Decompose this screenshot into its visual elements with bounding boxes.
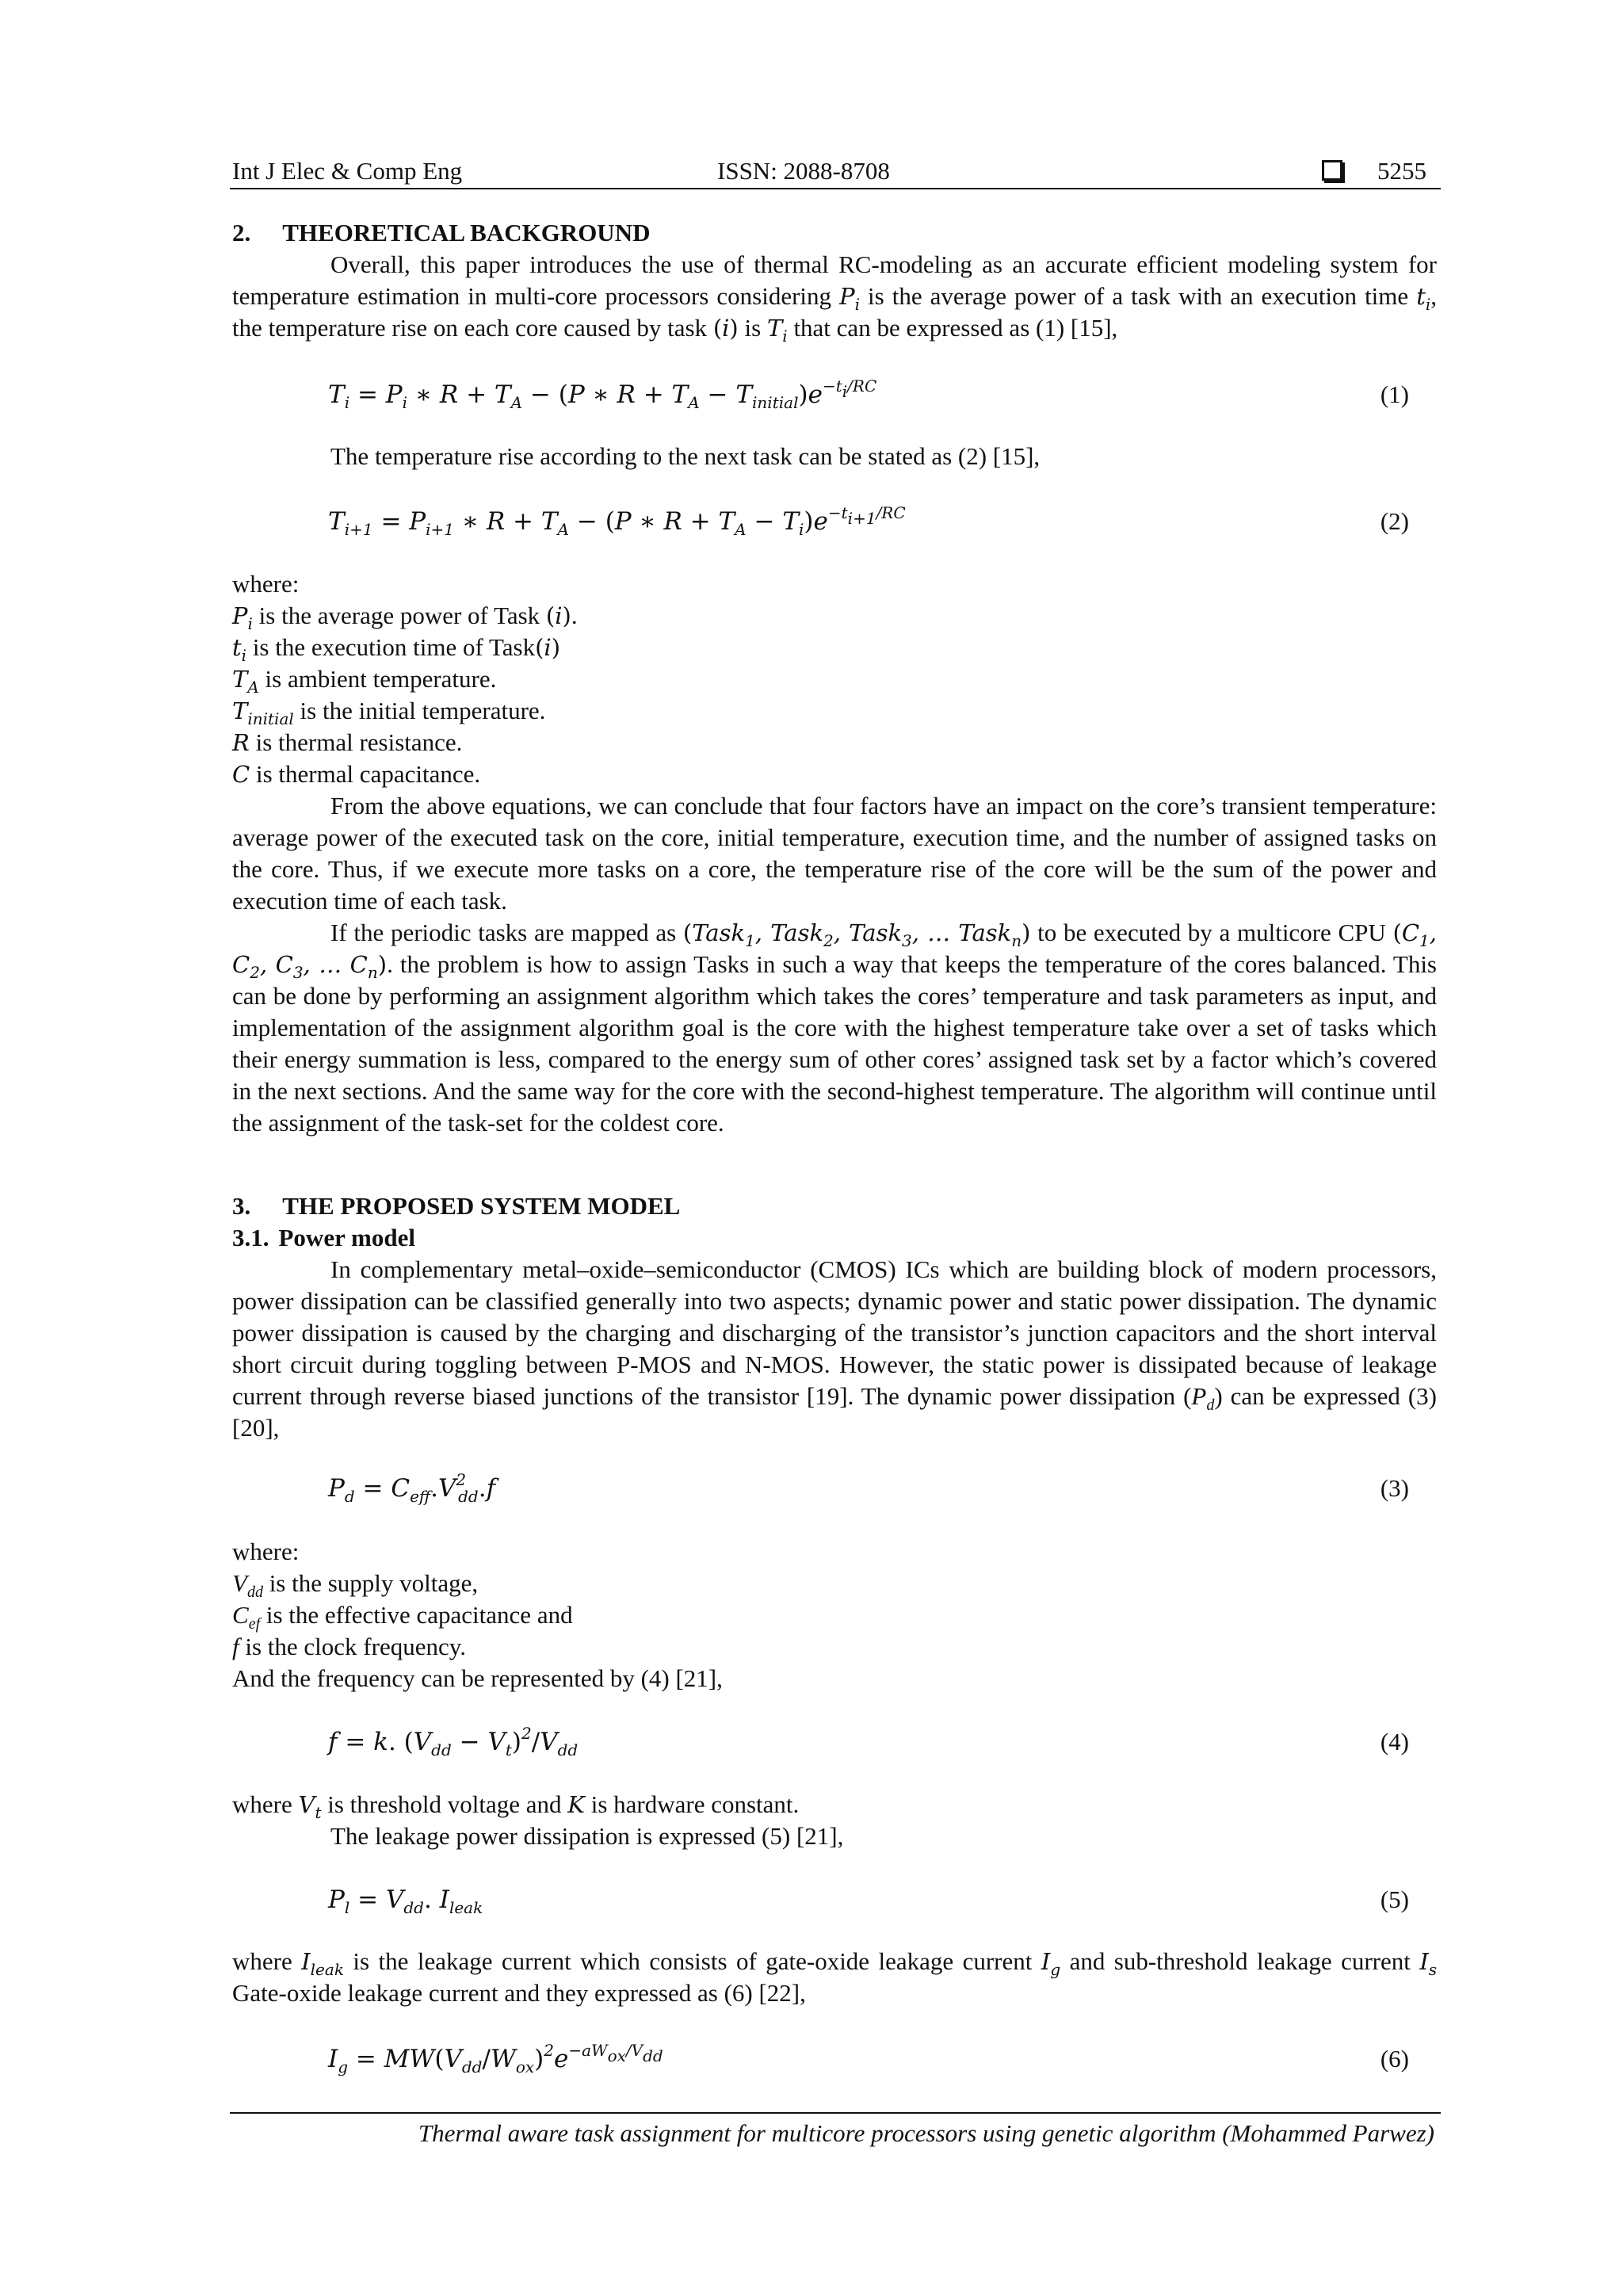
box-icon bbox=[1322, 155, 1342, 187]
where-label-2: where: bbox=[232, 1538, 300, 1565]
leakage-intro: The leakage power dissipation is expressed (5) [21], bbox=[330, 1822, 844, 1850]
section-2-heading: 2. THEORETICAL BACKGROUND bbox=[232, 219, 651, 246]
paragraph-conclusion: From the above equations, we can conclude that four factors have an impact on the core’s transient temperature: average power of the executed task on the core, initial temperature, execution time, and the number of assigned tasks on the core. Thus, if we execute more tasks on a core, the temperature rise of the core will be the sum of the power and execution time of each task. bbox=[232, 792, 1437, 915]
equation-1: $T_i = P_i$ ∗ $R + T_A - (P$ ∗ $R + T_A - T_{initial})e^{-t_i/RC}$ bbox=[328, 376, 877, 412]
footer-rule bbox=[230, 2112, 1441, 2114]
equation-2: $T_{i+1} = P_{i+1}$ ∗ $R + T_A - (P$ ∗ $R + T_A - T_i)e^{-t_{i+1}/RC}$ bbox=[328, 503, 906, 539]
paragraph-task-mapping: If the periodic tasks are mapped as (Task$_1$, Task$_2$, Task$_3$, … Task$_n$) to be executed by a multicore CPU ($C_1$, $C_2$, $C_3$, … $C_n$). the problem is how to assign Tasks in such a way that keeps the temperature of the cores balanced. This can be done by performing an assignment algorithm which takes the cores’ temperature and task parameters as input, and implementation of the assignment algorithm goal is the core with the highest temperature take over a set of tasks which their energy summation is less, compared to the energy sum of other cores’ assigned task set by a factor which’s covered in the next sections. And the same way for the core with the second-highest temperature. The algorithm will continue until the assignment of the task-set for the coldest core. bbox=[232, 919, 1437, 1137]
journal-name: Int J Elec & Comp Eng bbox=[232, 157, 463, 185]
def-f: f is the clock frequency. bbox=[232, 1633, 466, 1660]
header-rule bbox=[230, 188, 1441, 189]
def-r: R is thermal resistance. bbox=[232, 728, 463, 756]
section-3-heading: 3. THE PROPOSED SYSTEM MODEL bbox=[232, 1192, 681, 1220]
def-ta: $T_A$ is ambient temperature. bbox=[232, 665, 497, 697]
equation-6-number: (6) bbox=[1380, 2045, 1409, 2073]
def-vdd: $V_{dd}$ is the supply voltage, bbox=[232, 1569, 479, 1601]
subsection-3-1-heading: 3.1. Power model bbox=[232, 1224, 415, 1251]
def-pi: $P_i$ is the average power of Task (i). bbox=[232, 602, 578, 633]
frequency-intro: And the frequency can be represented by (4) [21], bbox=[232, 1664, 723, 1692]
equation-4: f = k. $(V_{dd} - V_t)^2/V_{dd}$ bbox=[328, 1724, 579, 1759]
footer-citation: Thermal aware task assignment for multicore processors using genetic algorithm (Mohammed Parwez) bbox=[418, 2119, 1434, 2147]
equation-2-intro: The temperature rise according to the next task can be stated as (2) [15], bbox=[330, 442, 1041, 470]
paragraph-leakage-current: where $I_{leak}$ is the leakage current which consists of gate-oxide leakage current $I_g$ and sub-threshold leakage current $I_s$ Gate-oxide leakage current and they expressed as (6) [22], bbox=[232, 1947, 1438, 2007]
where-label-1: where: bbox=[232, 570, 300, 598]
equation-4-number: (4) bbox=[1380, 1728, 1409, 1755]
def-cef: $C_{ef}$ is the effective capacitance and bbox=[232, 1601, 573, 1633]
equation-1-number: (1) bbox=[1380, 380, 1409, 408]
equation-2-number: (2) bbox=[1380, 507, 1409, 535]
issn: ISSN: 2088-8708 bbox=[717, 157, 890, 185]
paragraph-power-model: In complementary metal–oxide–semiconductor (CMOS) ICs which are building block of modern processors, power dissipation can be classified generally into two aspects; dynamic power and static power dissipation. The dynamic power dissipation is caused by the charging and discharging of the transistor’s junction capacitors and the short interval short circuit during toggling between P-MOS and N-MOS. However, the static power is dissipated because of leakage current through reverse biased junctions of the transistor [19]. The dynamic power dissipation $(P_d)$ can be expressed (3) [20], bbox=[232, 1255, 1437, 1442]
equation-6: $I_g = MW(V_{dd}/W_{ox})^2e^{-aW_{ox}/V_{dd}}$ bbox=[328, 2041, 663, 2076]
page-number: 5255 bbox=[1377, 157, 1426, 185]
equation-3-number: (3) bbox=[1380, 1474, 1409, 1502]
def-ti: $t_i$ is the execution time of Task(i) bbox=[232, 633, 561, 665]
equation-5-number: (5) bbox=[1380, 1885, 1409, 1913]
equation-5: $P_l = V_{dd}$. $I_{leak}$ bbox=[328, 1885, 483, 1917]
def-tinitial: $T_{initial}$ is the initial temperature. bbox=[232, 697, 546, 728]
equation-3: $P_d = C_{eff}.V^2_{dd}.f$ bbox=[328, 1470, 496, 1506]
def-c: C is thermal capacitance. bbox=[232, 760, 481, 788]
def-vt: where $V_t$ is threshold voltage and K is hardware constant. bbox=[232, 1790, 800, 1822]
section-2-intro: Overall, this paper introduces the use of thermal RC-modeling as an accurate efficient modeling system for temperature estimation in multi-core processors considering $P_i$ is the average power of a task with an execution time $t_i$, the temperature rise on each core caused by task (i) is $T_i$ that can be expressed as (1) [15], bbox=[232, 250, 1438, 346]
